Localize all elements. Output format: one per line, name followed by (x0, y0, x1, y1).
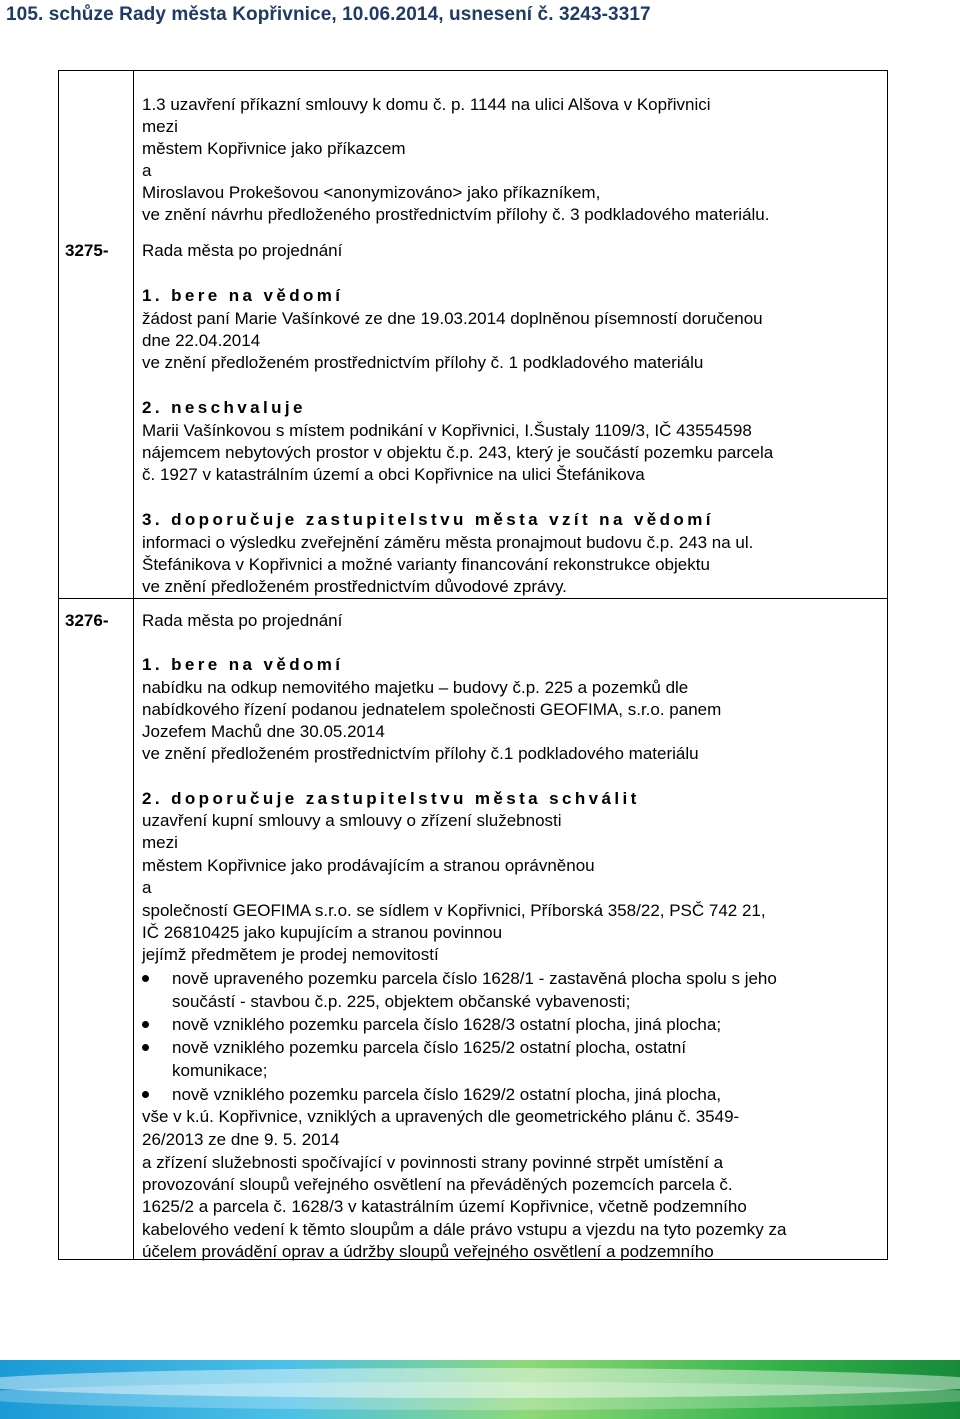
section-line: informaci o výsledku zveřejnění záměru města pronajmout budovu č.p. 243 na ul. (142, 533, 754, 552)
row0-line: 1.3 uzavření příkazní smlouvy k domu č. p. 1144 na ulici Alšova v Kopřivnici (142, 95, 711, 114)
section-line: IČ 26810425 jako kupujícím a stranou povinnou (142, 923, 503, 942)
row0-line: mezi (142, 117, 178, 136)
section-heading: 2. neschvaluje (142, 398, 306, 417)
section-line: č. 1927 v katastrálním území a obci Kopřivnice na ulici Štefánikova (142, 465, 645, 484)
row0-line: a (142, 161, 152, 180)
section-heading: 1. bere na vědomí (142, 286, 344, 305)
column-divider (133, 70, 134, 1260)
section-heading: 2. doporučuje zastupitelstvu města schválit (142, 789, 640, 808)
bullet-text: nově vzniklého pozemku parcela číslo 1629/2 ostatní plocha, jiná plocha, (172, 1085, 722, 1104)
footer-wave (0, 1382, 960, 1410)
page-title: 105. schůze Rady města Kopřivnice, 10.06.2014, usnesení č. 3243-3317 (6, 4, 651, 25)
section-heading: 1. bere na vědomí (142, 655, 344, 674)
section-line: ve znění předloženém prostřednictvím přílohy č. 1 podkladového materiálu (142, 353, 704, 372)
bullet-icon (142, 1044, 149, 1051)
bullet-text: nově vzniklého pozemku parcela číslo 1628/3 ostatní plocha, jiná plocha; (172, 1015, 722, 1034)
row-divider (58, 598, 888, 599)
section-line: dne 22.04.2014 (142, 331, 261, 350)
row0-line: městem Kopřivnice jako příkazcem (142, 139, 406, 158)
resolution-number: 3275- (65, 241, 109, 260)
section-line: 1625/2 a parcela č. 1628/3 v katastrálním území Kopřivnice, včetně podzemního (142, 1197, 747, 1216)
section-line: ve znění předloženém prostřednictvím důvodové zprávy. (142, 577, 567, 596)
section-line: městem Kopřivnice jako prodávajícím a stranou oprávněnou (142, 856, 595, 875)
section-line: žádost paní Marie Vašínkové ze dne 19.03.2014 doplněnou písemností doručenou (142, 309, 763, 328)
bullet-text: komunikace; (172, 1061, 268, 1080)
section-line: účelem provádění oprav a údržby sloupů veřejného osvětlení a podzemního (142, 1242, 714, 1261)
section-line: a (142, 878, 152, 897)
section-heading: 3. doporučuje zastupitelstvu města vzít na vědomí (142, 510, 714, 529)
section-line: společností GEOFIMA s.r.o. se sídlem v Kopřivnici, Příborská 358/22, PSČ 742 21, (142, 901, 766, 920)
section-line: mezi (142, 833, 178, 852)
section-line: jejímž předmětem je prodej nemovitostí (142, 945, 439, 964)
resolution-intro: Rada města po projednání (142, 611, 343, 630)
row0-line: Miroslavou Prokešovou <anonymizováno> jako příkazníkem, (142, 183, 601, 202)
section-line: 26/2013 ze dne 9. 5. 2014 (142, 1130, 340, 1149)
section-line: Štefánikova v Kopřivnici a možné varianty financování rekonstrukce objektu (142, 555, 710, 574)
section-line: nájemcem nebytových prostor v objektu č.p. 243, který je součástí pozemku parcela (142, 443, 774, 462)
bullet-text: nově upraveného pozemku parcela číslo 1628/1 - zastavěná plocha spolu s jeho (172, 969, 777, 988)
bullet-icon (142, 1021, 149, 1028)
bullet-text: nově vzniklého pozemku parcela číslo 1625/2 ostatní plocha, ostatní (172, 1038, 687, 1057)
section-line: ve znění předloženém prostřednictvím přílohy č.1 podkladového materiálu (142, 744, 699, 763)
section-line: provozování sloupů veřejného osvětlení na převáděných pozemcích parcela č. (142, 1175, 733, 1194)
section-line: nabídkového řízení podanou jednatelem společnosti GEOFIMA, s.r.o. panem (142, 700, 722, 719)
bullet-icon (142, 1091, 149, 1098)
resolution-number: 3276- (65, 611, 109, 630)
section-line: vše v k.ú. Kopřivnice, vzniklých a upravených dle geometrického plánu č. 3549- (142, 1107, 740, 1126)
section-line: nabídku na odkup nemovitého majetku – budovy č.p. 225 a pozemků dle (142, 678, 689, 697)
bullet-icon (142, 975, 149, 982)
section-line: a zřízení služebnosti spočívající v povinnosti strany povinné strpět umístění a (142, 1153, 724, 1172)
section-line: Jozefem Machů dne 30.05.2014 (142, 722, 385, 741)
section-line: kabelového vedení k těmto sloupům a dále právo vstupu a vjezdu na tyto pozemky za (142, 1220, 787, 1239)
section-line: Marii Vašínkovou s místem podnikání v Kopřivnici, I.Šustaly 1109/3, IČ 43554598 (142, 421, 752, 440)
section-line: uzavření kupní smlouvy a smlouvy o zřízení služebnosti (142, 811, 562, 830)
resolution-intro: Rada města po projednání (142, 241, 343, 260)
row0-line: ve znění návrhu předloženého prostřednictvím přílohy č. 3 podkladového materiálu. (142, 205, 770, 224)
bullet-text: součástí - stavbou č.p. 225, objektem občanské vybavenosti; (172, 992, 631, 1011)
